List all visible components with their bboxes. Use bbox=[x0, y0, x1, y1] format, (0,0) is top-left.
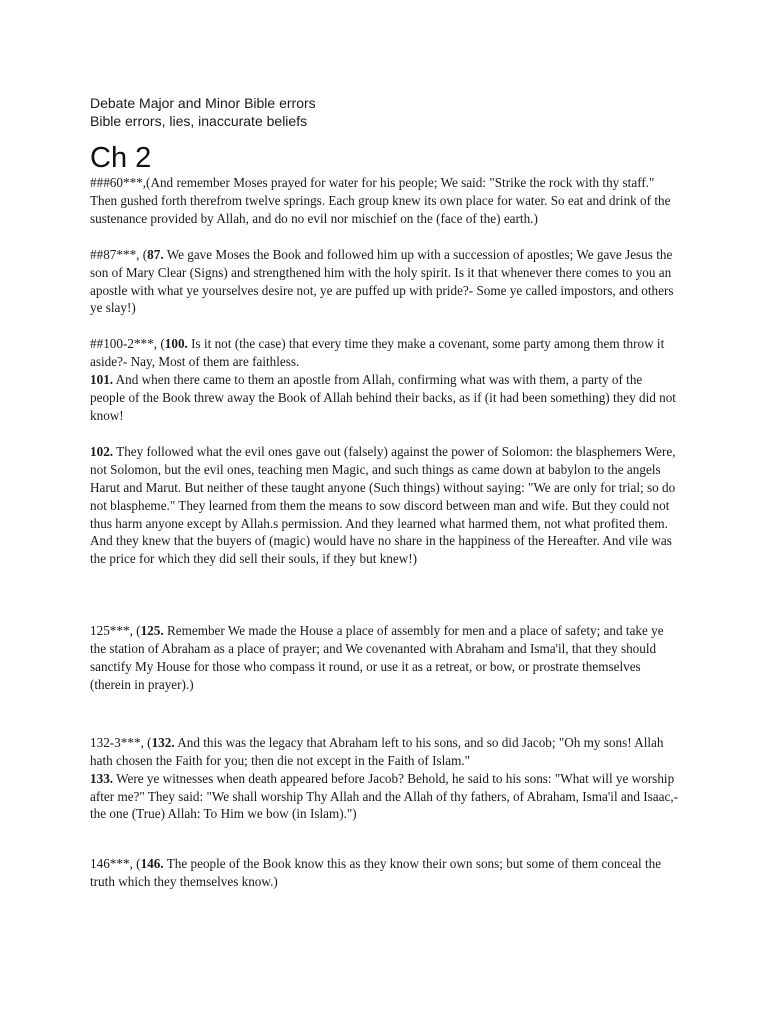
passage-132 bbox=[90, 734, 680, 770]
verse-number: 132. bbox=[151, 734, 175, 750]
verse-number: 146. bbox=[140, 856, 164, 872]
passage-open: , ( bbox=[136, 246, 148, 262]
passage-text: ,(And remember Moses prayed for water for his people; We said: "Strike the rock with thy staff." Then gushed forth therefrom twelve springs. Each group knew its own place for water. So eat and drink of the sustenance provided by Allah, and do no evil nor mischief on the (face of the) earth.) bbox=[90, 175, 671, 226]
passage-text: And when there came to them an apostle from Allah, confirming what was with them, a party of the people of the Book threw away the Book of Allah behind their backs, as if (it had been something) they did not know! bbox=[90, 372, 676, 423]
passage-101 bbox=[90, 371, 680, 425]
document-subtitle: Bible errors, lies, inaccurate beliefs bbox=[90, 113, 308, 129]
passage-133 bbox=[90, 770, 680, 824]
passage-60 bbox=[90, 174, 680, 228]
passage-125 bbox=[90, 622, 680, 694]
passage-87 bbox=[90, 246, 680, 318]
verse-number: 125. bbox=[140, 623, 164, 639]
passage-text: And this was the legacy that Abraham left to his sons, and so did Jacob; "Oh my sons! Allah hath chosen the Faith for you; then die not except in the Faith of Islam." bbox=[90, 734, 664, 768]
passage-text: Is it not (the case) that every time they make a covenant, some party among them throw it aside?- Nay, Most of them are faithless. bbox=[90, 336, 665, 370]
passage-100 bbox=[90, 335, 680, 371]
passage-102 bbox=[90, 443, 680, 568]
passage-text: Remember We made the House a place of assembly for men and a place of safety; and take ye the station of Abraham as a place of prayer; and We covenanted with Abraham and Isma'il, that they should sanctify My House for those who compass it round, or use it as a retreat, or bow, or prostrate themselves (therein in prayer).) bbox=[90, 623, 664, 692]
verse-number: 101. bbox=[90, 372, 114, 388]
passage-text: Were ye witnesses when death appeared before Jacob? Behold, he said to his sons: "What will ye worship after me?" They said: "We shall worship Thy Allah and the Allah of thy fathers, of Abraham, Isma'il and Isaac,- the one (True) Allah: To Him we bow (in Islam).") bbox=[90, 770, 679, 822]
chapter-heading: Ch 2 bbox=[90, 142, 152, 174]
passage-ref: 146*** bbox=[90, 856, 130, 872]
passage-text: They followed what the evil ones gave out (falsely) against the power of Solomon: the blasphemers Were, not Solomon, but the evil ones, teaching men Magic, and such things as came down at babylon to the angels Harut and Marut. But neither of these taught anyone (Such things) without saying: "We are only for trial; so do not blaspheme." They learned from them the means to sow discord between man and wife. But they could not thus harm anyone except by Allah.s permission. And they learned what harmed them, not what profited them. And they knew that the buyers of (magic) would have no share in the happiness of the Hereafter. And vile was the price for which they did sell their souls, if they but knew!) bbox=[90, 443, 676, 567]
passage-text: The people of the Book know this as they know their own sons; but some of them conceal the truth which they themselves know.) bbox=[90, 856, 662, 890]
passage-text: We gave Moses the Book and followed him up with a succession of apostles; We gave Jesus the son of Mary Clear (Signs) and strengthened him with the holy spirit. Is it that whenever there comes to you an apostle with what ye yourselves desire not, ye are puffed up with pride?- Some ye called impostors, and others ye slay!) bbox=[90, 246, 674, 316]
document-title: Debate Major and Minor Bible errors bbox=[90, 95, 316, 111]
passage-open: , ( bbox=[153, 336, 165, 352]
verse-number: 102. bbox=[90, 443, 114, 459]
passage-ref: ###60*** bbox=[90, 175, 143, 190]
passage-open: , ( bbox=[140, 734, 152, 750]
passage-146 bbox=[90, 855, 680, 891]
document-page bbox=[90, 94, 680, 891]
passage-open: , ( bbox=[129, 856, 141, 872]
passage-ref: 125*** bbox=[90, 623, 130, 639]
verse-number: 133. bbox=[90, 770, 114, 786]
passage-ref: ##87*** bbox=[90, 246, 137, 262]
passage-ref: 132-3*** bbox=[90, 734, 141, 750]
verse-number: 87. bbox=[147, 246, 164, 262]
passage-open: , ( bbox=[129, 623, 141, 639]
verse-number: 100. bbox=[164, 336, 188, 352]
passage-ref: ##100-2*** bbox=[90, 336, 154, 352]
